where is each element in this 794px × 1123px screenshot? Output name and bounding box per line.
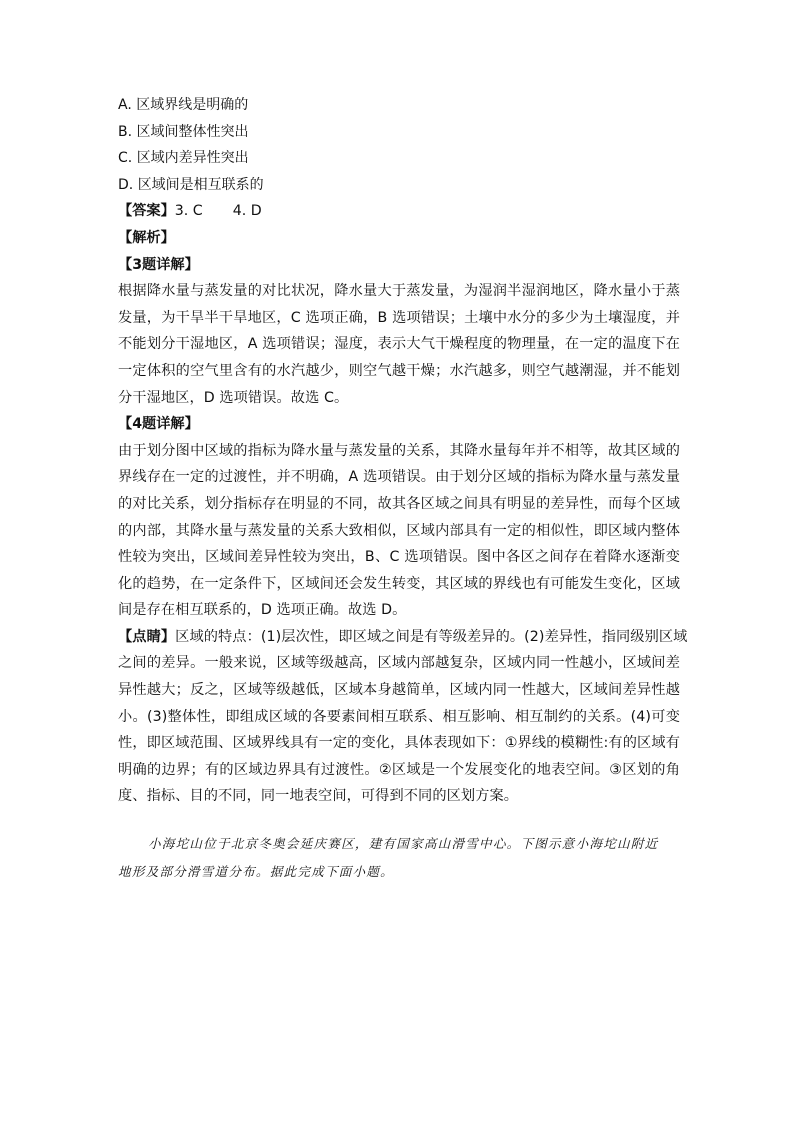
q3-detail-line: 分干湿地区，D 选项错误。故选 C。 <box>118 389 349 406</box>
key-points-line: 明确的边界；有的区域边界具有过渡性。②区域是一个发展变化的地表空间。③区划的角 <box>118 761 680 778</box>
q4-detail-line: 的对比关系，划分指标存在明显的不同，故其各区域之间具有明显的差异性，而每个区域 <box>118 495 680 512</box>
key-points-tag: 【点睛】 <box>118 628 176 645</box>
answer-q4: 4. D <box>232 203 262 220</box>
answer-tag: 【答案】 <box>118 203 175 220</box>
q4-detail-tag: 【4题详解】 <box>118 416 199 433</box>
q3-detail-heading <box>118 252 680 279</box>
option-letter: A. <box>118 97 132 113</box>
analysis-heading <box>118 225 680 252</box>
key-points-line: 度、指标、目的不同，同一地表空间，可得到不同的区划方案。 <box>118 788 519 805</box>
key-points-line: 异性越大；反之，区域等级越低，区域本身越简单，区域内同一性越大，区域间差异性越 <box>118 682 680 699</box>
q3-detail-line: 不能划分干湿地区，A 选项错误；湿度，表示大气干燥程度的物理量，在一定的温度下在 <box>118 336 680 353</box>
q3-detail-line: 根据降水量与蒸发量的对比状况，降水量大于蒸发量，为湿润半湿润地区，降水量小于蒸 <box>118 283 680 300</box>
q4-detail-line: 间是存在相互联系的，D 选项正确。故选 D。 <box>118 602 407 619</box>
option-a <box>118 92 680 119</box>
option-d <box>118 172 680 199</box>
key-points-first-line <box>118 624 688 651</box>
answer-line <box>118 198 680 225</box>
q3-detail-line: 一定体积的空气里含有的水汽越少，则空气越干燥；水汽越多，则空气越潮湿，并不能划 <box>118 362 680 379</box>
q4-detail-line: 的内部，其降水量与蒸发量的关系大致相似，区域内部具有一定的相似性，即区域内整体 <box>118 522 680 539</box>
answer-q3: 3. C <box>174 203 203 220</box>
q4-detail-line: 化的趋势，在一定条件下，区域间还会发生转变，其区域的界线也有可能发生变化，区域 <box>118 575 680 592</box>
next-question-intro <box>118 830 682 886</box>
option-letter: B. <box>118 123 133 140</box>
q4-detail-line: 界线存在一定的过渡性，并不明确，A 选项错误。由于划分区域的指标为降水量与蒸发量 <box>118 469 680 486</box>
option-text: 区域界线是明确的 <box>136 97 249 113</box>
q4-detail-line: 性较为突出，区域间差异性较为突出，B、C 选项错误。图中各区之间存在着降水逐渐变 <box>118 549 680 566</box>
option-b <box>118 119 680 146</box>
q4-detail-line: 由于划分图中区域的指标为降水量与蒸发量的关系，其降水量每年并不相等，故其区域的 <box>118 442 680 459</box>
key-points-line: 性，即区域范围、区域界线具有一定的变化，具体表现如下：①界线的模糊性:有的区域有 <box>118 735 680 752</box>
q3-detail-line: 发量，为干旱半干旱地区，C 选项正确，B 选项错误；土壤中水分的多少为土壤湿度，并 <box>118 309 680 326</box>
option-c <box>118 145 680 172</box>
q3-detail-tag: 【3题详解】 <box>118 256 199 273</box>
question-content <box>118 92 688 810</box>
key-points-line: 小。(3)整体性，即组成区域的各要素间相互联系、相互影响、相互制约的关系。(4)可变 <box>118 708 680 725</box>
key-points-text: 区域的特点：(1)层次性，即区域之间是有等级差异的。(2)差异性，指同级别区域 <box>175 628 688 645</box>
intro-line: 地形及部分滑雪道分布。据此完成下面小题。 <box>118 864 394 879</box>
q4-detail-heading <box>118 411 680 438</box>
option-letter: C. <box>118 150 133 167</box>
key-points-line: 之间的差异。一般来说，区域等级越高，区域内部越复杂，区域内同一性越小，区域间差 <box>118 655 680 672</box>
option-text: 区域内差异性突出 <box>136 150 249 167</box>
intro-line: 小海坨山位于北京冬奥会延庆赛区，建有国家高山滑雪中心。下图示意小海坨山附近 <box>148 836 659 851</box>
option-text: 区域间整体性突出 <box>136 123 249 140</box>
analysis-tag: 【解析】 <box>118 229 175 246</box>
option-text: 区域间是相互联系的 <box>137 176 264 193</box>
option-letter: D. <box>118 176 134 193</box>
